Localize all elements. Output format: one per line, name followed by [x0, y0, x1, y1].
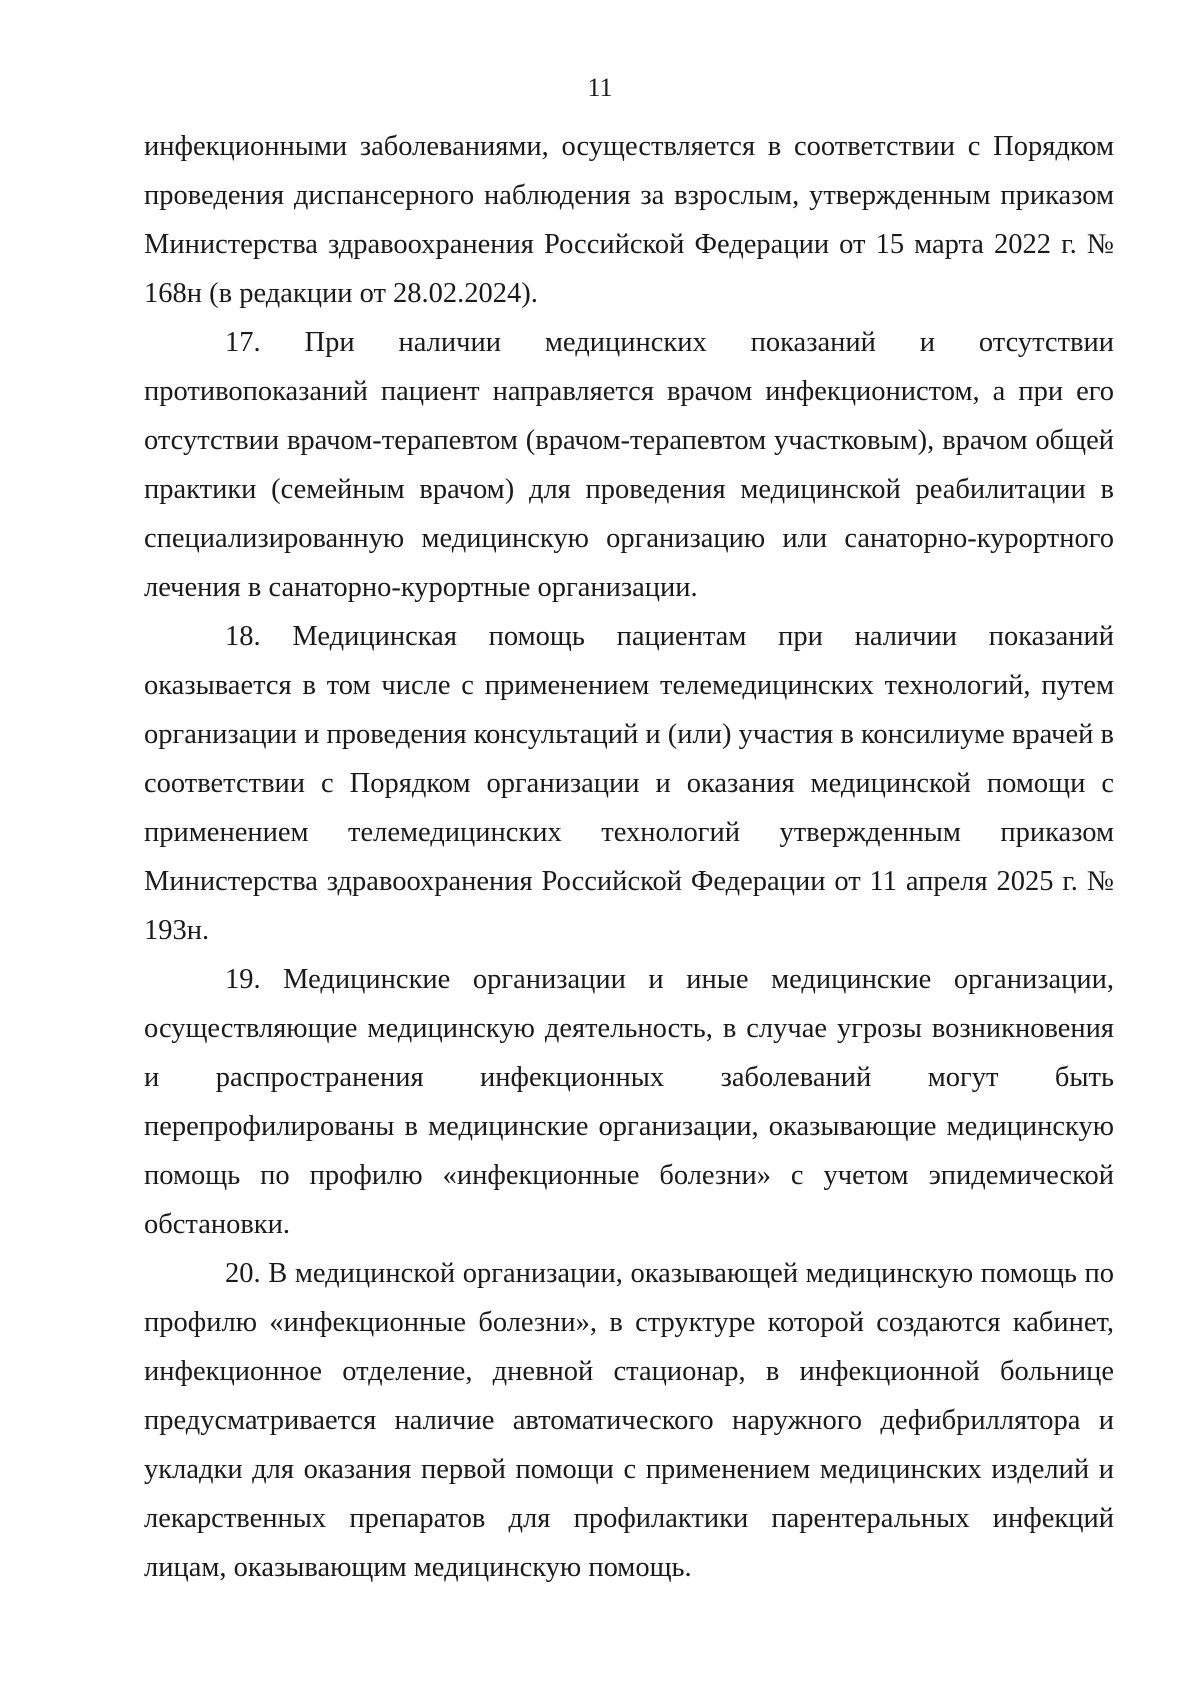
paragraph-20: 20. В медицинской организации, оказывающей медицинскую помощь по профилю «инфекционные болезни», в структуре которой создаются кабинет, инфекционное отделение, дневной стационар, в инфекционной больнице предусматривается наличие автоматического наружного дефибриллятора и укладки для оказания первой помощи с применением медицинских изделий и лекарственных препаратов для профилактики парентеральных инфекций лицам, оказывающим медицинскую помощь. — [144, 1258, 1114, 1583]
paragraph-19: 19. Медицинские организации и иные медицинские организации, осуществляющие медицинскую деятельность, в случае угрозы возникновения и распространения инфекционных заболеваний могут быть перепрофилированы в медицинские организации, оказывающие медицинскую помощь по профилю «инфекционные болезни» с учетом эпидемической обстановки. — [144, 964, 1114, 1240]
page-number: 11 — [587, 73, 613, 102]
paragraph-continuation: инфекционными заболеваниями, осуществляется в соответствии с Порядком проведения диспансерного наблюдения за взрослым, утвержденным приказом Министерства здравоохранения Российской Федерации от 15 марта 2022 г. № 168н (в редакции от 28.02.2024). — [144, 131, 1114, 309]
document-body — [144, 122, 1114, 1592]
paragraph-17: 17. При наличии медицинских показаний и отсутствии противопоказаний пациент направляется врачом инфекционистом, а при его отсутствии врачом-терапевтом (врачом-терапевтом участковым), врачом общей практики (семейным врачом) для проведения медицинской реабилитации в специализированную медицинскую организацию или санаторно-курортного лечения в санаторно-курортные организации. — [144, 327, 1114, 603]
paragraph-18: 18. Медицинская помощь пациентам при наличии показаний оказывается в том числе с применением телемедицинских технологий, путем организации и проведения консультаций и (или) участия в консилиуме врачей в соответствии с Порядком организации и оказания медицинской помощи с применением телемедицинских технологий утвержденным приказом Министерства здравоохранения Российской Федерации от 11 апреля 2025 г. № 193н. — [144, 621, 1114, 946]
